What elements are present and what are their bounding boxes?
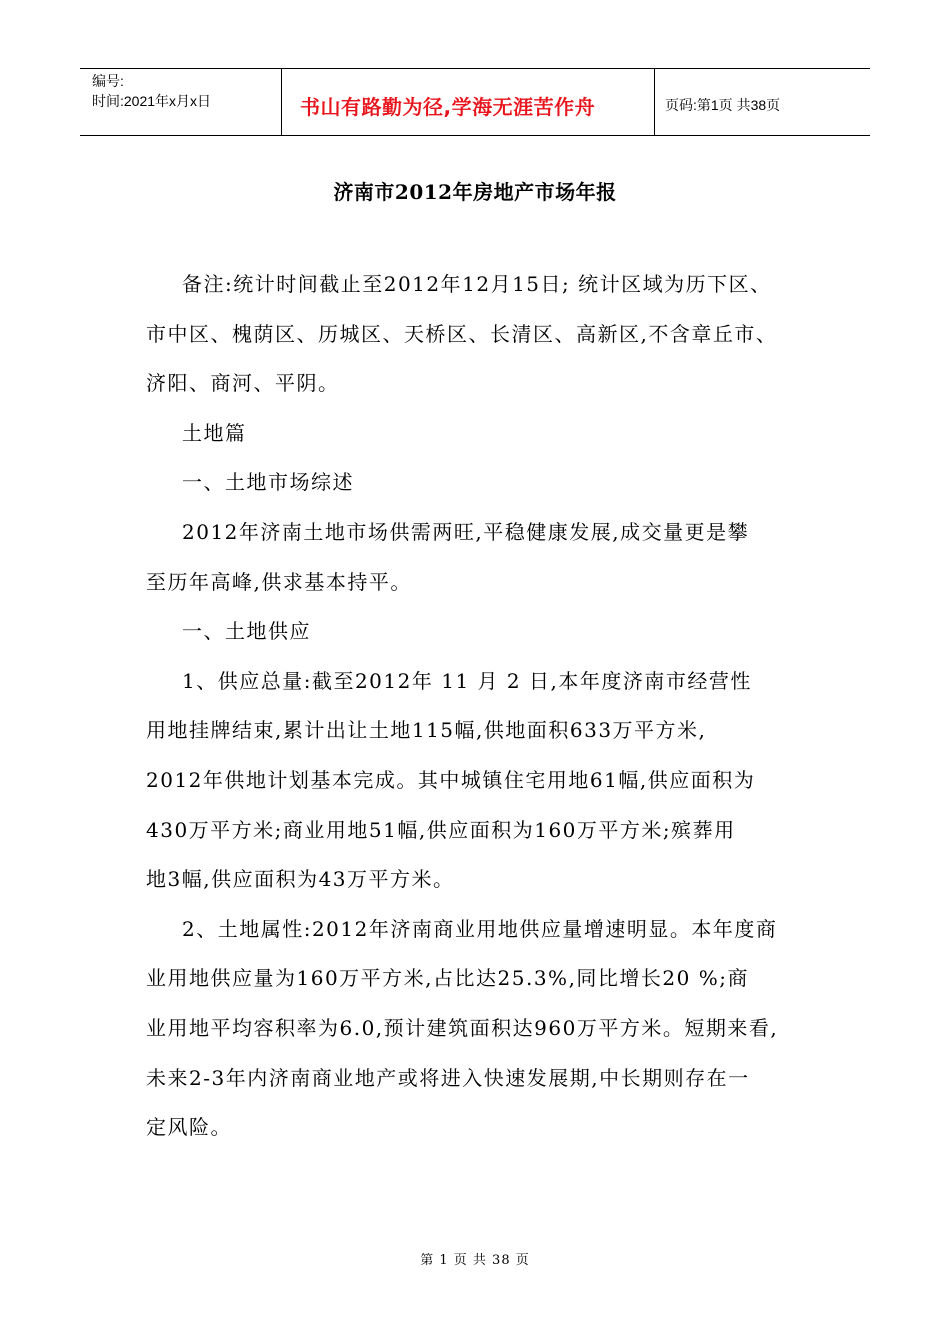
paragraph-line: 至历年高峰,供求基本持平。 — [146, 569, 412, 594]
paragraph-line: 用地挂牌结束,累计出让土地115幅,供地面积633万平方米, — [146, 718, 707, 743]
header-page-cell — [655, 69, 870, 135]
page-footer: 第 1 页 共 38 页 — [420, 1253, 530, 1268]
paragraph-line: 2012年济南土地市场供需两旺,平稳健康发展,成交量更是攀 — [182, 519, 750, 544]
motto-text: 书山有路勤为径,学海无涯苦作舟 — [300, 94, 596, 119]
paragraph-line: 1、供应总量:截至2012年 11 月 2 日,本年度济南市经营性 — [182, 668, 752, 693]
paragraph-line: 未来2-3年内济南商业地产或将进入快速发展期,中长期则存在一 — [146, 1065, 750, 1090]
paragraph-line: 430万平方米;商业用地51幅,供应面积为160万平方米;殡葬用 — [146, 817, 736, 842]
document-body — [146, 266, 826, 1159]
page-info: 页码:第1页 共38页 — [665, 97, 781, 113]
header-motto-cell — [282, 69, 655, 135]
paragraph-line: 业用地平均容积率为6.0,预计建筑面积达960万平方米。短期来看, — [146, 1015, 779, 1040]
paragraph-line: 市中区、槐荫区、历城区、天桥区、长清区、高新区,不含章丘市、 — [146, 321, 778, 346]
paragraph-line: 2012年供地计划基本完成。其中城镇住宅用地61幅,供应面积为 — [146, 767, 756, 792]
section-heading: 一、土地市场综述 — [182, 470, 354, 495]
number-label: 编号: — [92, 73, 124, 89]
document-header — [80, 68, 870, 136]
paragraph-line: 地3幅,供应面积为43万平方米。 — [146, 867, 455, 892]
paragraph-line: 备注:统计时间截止至2012年12月15日; 统计区域为历下区、 — [182, 272, 772, 296]
header-meta-cell — [80, 69, 282, 135]
paragraph-line: 定风险。 — [146, 1115, 232, 1140]
paragraph-line: 2、土地属性:2012年济南商业用地供应量增速明显。本年度商 — [182, 916, 778, 941]
paragraph-line: 业用地供应量为160万平方米,占比达25.3%,同比增长20 %;商 — [146, 966, 749, 991]
section-heading: 一、土地供应 — [182, 619, 311, 644]
time-label: 时间:2021年x月x日 — [92, 93, 212, 109]
section-heading: 土地篇 — [182, 420, 247, 445]
paragraph-line: 济阳、商河、平阴。 — [146, 371, 340, 396]
document-title: 济南市2012年房地产市场年报 — [333, 180, 617, 204]
